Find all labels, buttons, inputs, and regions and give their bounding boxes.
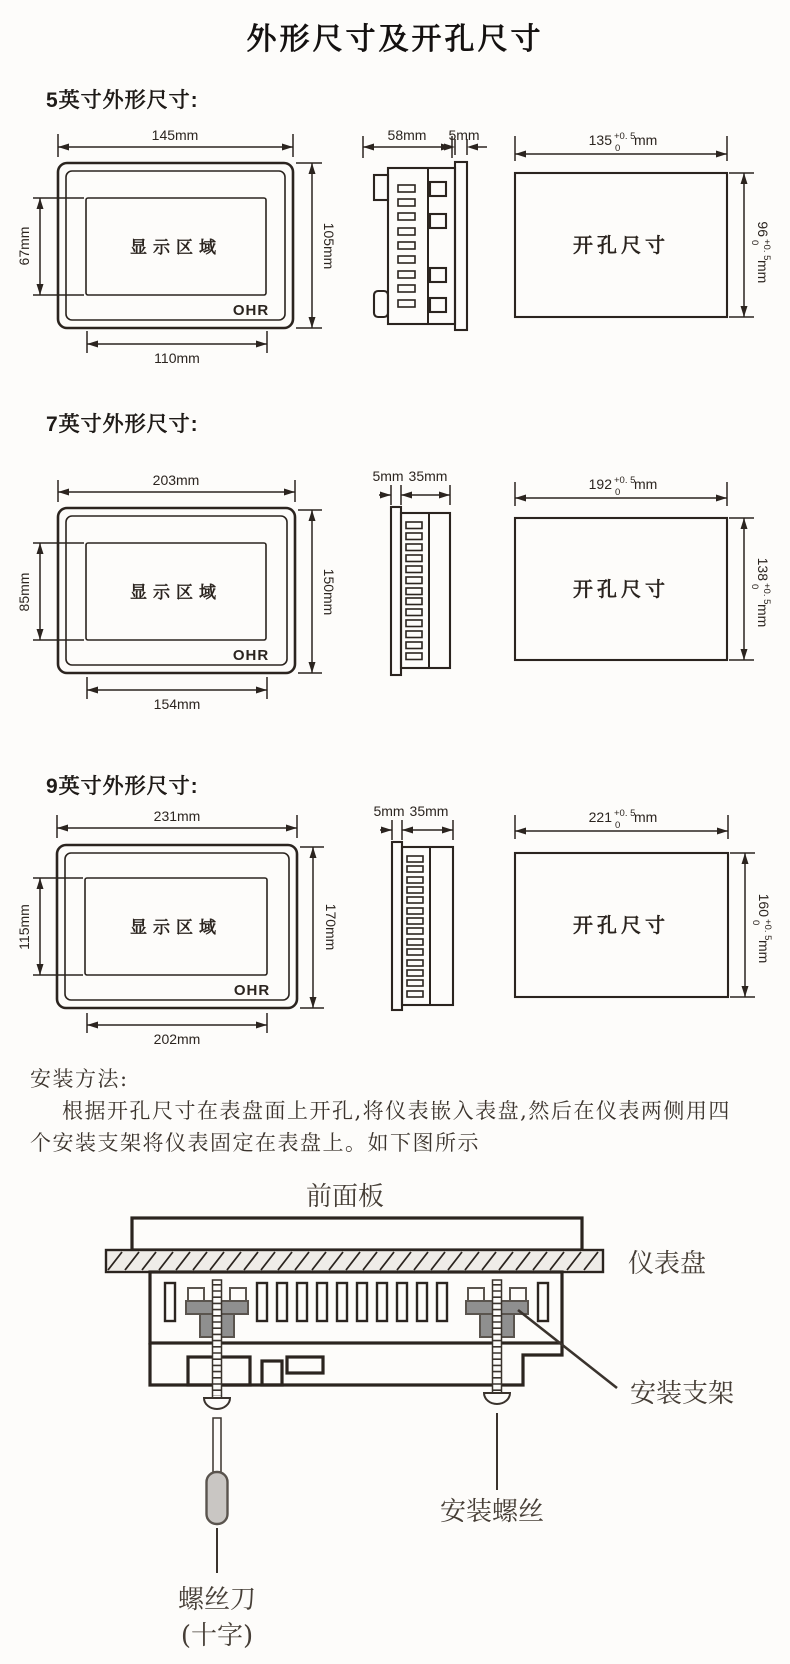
dim-cutout-width-7: 192 [588, 476, 612, 492]
cutout-view-9inch [515, 808, 773, 997]
tol-plus: +0. 5 [614, 131, 636, 142]
tol-minus: 0 [615, 820, 621, 831]
dim-display-width-9: 202mm [153, 1031, 201, 1047]
cutout-label-7: 开孔尺寸 [573, 577, 669, 601]
tol-minus: 0 [615, 487, 621, 498]
dim-front-width-7: 203mm [152, 472, 200, 488]
tol-minus: 0 [615, 143, 621, 154]
cutout-label-9: 开孔尺寸 [573, 913, 669, 937]
svg-text:mm: mm [756, 940, 772, 964]
side-view-7inch [372, 468, 450, 675]
dim-display-height-9: 115mm [16, 904, 32, 950]
dim-display-width-7: 154mm [153, 696, 201, 712]
brand-logo-9: OHR [233, 982, 271, 999]
front-view-9inch [16, 808, 339, 1047]
dim-bezel-5: 5mm [448, 127, 480, 143]
dim-front-height-7: 150mm [321, 568, 337, 616]
svg-text:+0. 5: +0. 5 [762, 919, 773, 941]
section-heading-5inch: 5英寸外形尺寸: [46, 89, 199, 112]
svg-text:+0. 5: +0. 5 [761, 583, 772, 605]
screwdriver-handle [207, 1472, 228, 1524]
panel-board-label: 仪表盘 [627, 1249, 707, 1279]
unit: mm [634, 132, 658, 148]
install-heading: 安装方法: [30, 1067, 129, 1091]
dim-cutout-width-5: 135 [588, 132, 612, 148]
drawing-9inch [0, 770, 790, 1060]
section-heading-9inch: 9英寸外形尺寸: [46, 775, 199, 798]
dim-front-width-9: 231mm [153, 808, 201, 824]
dim-display-height-5: 67mm [16, 226, 32, 266]
dim-depth-7: 35mm [408, 468, 448, 484]
install-para-line1: 根据开孔尺寸在表盘面上开孔,将仪表嵌入表盘,然后在仪表两侧用四 [62, 1099, 731, 1123]
screwdriver-label: 螺丝刀 [177, 1585, 257, 1615]
dim-bezel-9: 5mm [373, 803, 405, 819]
screwdriver-blade [213, 1418, 221, 1472]
dim-cutout-height-7 [749, 558, 772, 628]
front-panel [132, 1218, 582, 1250]
dim-depth-5: 58mm [387, 127, 427, 143]
tol-plus: +0. 5 [614, 808, 636, 819]
install-para-line2: 个安装支架将仪表固定在表盘上。如下图所示 [30, 1131, 480, 1155]
bracket-label: 安装支架 [629, 1379, 735, 1409]
dim-front-width-5: 145mm [151, 127, 199, 143]
svg-text:mm: mm [755, 604, 771, 628]
dim-front-height-9: 170mm [323, 903, 339, 951]
svg-text:0: 0 [750, 920, 761, 926]
brand-logo-5: OHR [232, 302, 270, 319]
dim-cutout-height-5 [749, 221, 772, 283]
bracket-leader-line [518, 1310, 617, 1388]
dim-cutout-width-9: 221 [588, 809, 612, 825]
svg-text:+0. 5: +0. 5 [761, 239, 772, 261]
panel-board [106, 1250, 603, 1272]
cutout-view-7inch [515, 475, 772, 660]
front-view-5inch [16, 127, 337, 366]
tol-plus: +0. 5 [614, 475, 636, 486]
screw-label: 安装螺丝 [439, 1497, 545, 1527]
cutout-label-5: 开孔尺寸 [573, 233, 669, 257]
unit: mm [634, 809, 658, 825]
display-area-label-5: 显示区域 [130, 238, 222, 258]
screwdriver [207, 1418, 228, 1573]
unit: mm [634, 476, 658, 492]
side-view-5inch [363, 127, 487, 330]
svg-text:96: 96 [755, 221, 771, 237]
svg-text:160: 160 [756, 893, 772, 917]
front-panel-label: 前面板 [305, 1182, 385, 1212]
display-area-label-9: 显示区域 [130, 918, 222, 938]
page-title: 外形尺寸及开孔尺寸 [246, 23, 544, 56]
dim-display-height-7: 85mm [16, 572, 32, 612]
drawing-5inch [0, 120, 790, 370]
svg-text:mm: mm [755, 260, 771, 284]
brand-logo-7: OHR [232, 647, 270, 664]
svg-text:0: 0 [749, 240, 760, 246]
screwdriver-cross-label: (十字) [180, 1621, 254, 1651]
drawing-7inch [0, 440, 790, 715]
svg-text:0: 0 [749, 584, 760, 590]
dim-bezel-7: 5mm [372, 468, 404, 484]
front-view-7inch [16, 472, 337, 712]
installation-diagram [0, 1160, 790, 1664]
display-area-label-7: 显示区域 [130, 583, 222, 603]
dim-display-width-5: 110mm [154, 350, 200, 366]
dim-depth-9: 35mm [409, 803, 449, 819]
cutout-view-5inch [515, 131, 772, 317]
dim-front-height-5: 105mm [321, 222, 337, 270]
svg-text:138: 138 [755, 557, 771, 581]
dim-cutout-height-9 [750, 894, 773, 964]
section-heading-7inch: 7英寸外形尺寸: [46, 413, 199, 436]
side-view-9inch [373, 803, 453, 1010]
